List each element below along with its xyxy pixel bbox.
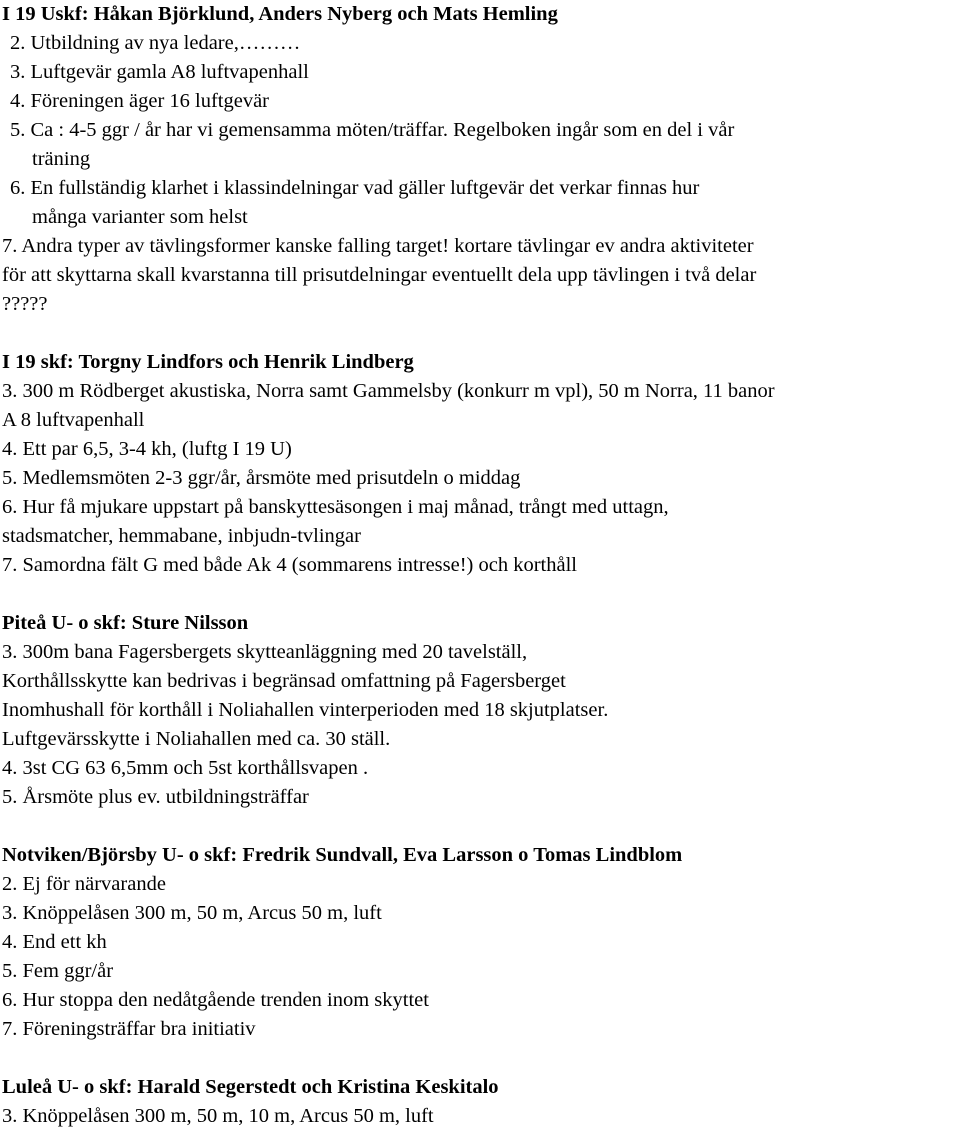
club-section	[2, 1073, 958, 1131]
answer-line: ?????	[2, 293, 48, 315]
answer-line: 2. Ej för närvarande	[2, 873, 166, 895]
answer-line: 3. Knöppelåsen 300 m, 50 m, 10 m, Arcus 50 m, luft	[2, 1105, 434, 1127]
section-spacer	[2, 580, 958, 609]
answer-line: träning	[32, 148, 91, 170]
answer-line: 7. Andra typer av tävlingsformer kanske falling target! kortare tävlingar ev andra aktiviteter	[2, 235, 754, 257]
answer-line: 7. Föreningsträffar bra initiativ	[2, 1018, 256, 1040]
section-heading: I 19 Uskf: Håkan Björklund, Anders Nyberg och Mats Hemling	[2, 3, 558, 25]
section-spacer	[2, 812, 958, 841]
section-heading: Piteå U- o skf: Sture Nilsson	[2, 612, 249, 634]
answer-line: 3. Luftgevär gamla A8 luftvapenhall	[10, 61, 309, 83]
answer-line: 2. Utbildning av nya ledare,………	[10, 32, 301, 54]
answer-line: för att skyttarna skall kvarstanna till prisutdelningar eventuellt dela upp tävlingen i två delar	[2, 264, 757, 286]
answer-line: Inomhushall för korthåll i Noliahallen vinterperioden med 18 skjutplatser.	[2, 699, 609, 721]
club-section	[2, 609, 958, 812]
answer-line: 6. Hur stoppa den nedåtgående trenden inom skyttet	[2, 989, 429, 1011]
answer-line: 4. Ett par 6,5, 3-4 kh, (luftg I 19 U)	[2, 438, 292, 460]
section-heading: Notviken/Björsby U- o skf: Fredrik Sundvall, Eva Larsson o Tomas Lindblom	[2, 844, 683, 866]
club-section	[2, 348, 958, 580]
club-section	[2, 841, 958, 1044]
answer-line: 6. En fullständig klarhet i klassindelningar vad gäller luftgevär det verkar finnas hur	[10, 177, 700, 199]
section-spacer	[2, 1044, 958, 1073]
answer-line: A 8 luftvapenhall	[2, 409, 145, 431]
answer-line: 7. Samordna fält G med både Ak 4 (sommarens intresse!) och korthåll	[2, 554, 577, 576]
answer-line: många varianter som helst	[32, 206, 248, 228]
answer-line: 3. 300m bana Fagersbergets skytteanläggning med 20 tavelställ,	[2, 641, 528, 663]
answer-line: Korthållsskytte kan bedrivas i begränsad omfattning på Fagersberget	[2, 670, 566, 692]
answer-line: 4. 3st CG 63 6,5mm och 5st korthållsvapen .	[2, 757, 369, 779]
answer-line: 5. Årsmöte plus ev. utbildningsträffar	[2, 786, 309, 808]
section-spacer	[2, 319, 958, 348]
club-section	[2, 0, 958, 319]
answer-line: 3. 300 m Rödberget akustiska, Norra samt Gammelsby (konkurr m vpl), 50 m Norra, 11 banor	[2, 380, 775, 402]
answer-line: 3. Knöppelåsen 300 m, 50 m, Arcus 50 m, luft	[2, 902, 382, 924]
document-page	[2, 0, 958, 1131]
answer-line: 5. Ca : 4-5 ggr / år har vi gemensamma möten/träffar. Regelboken ingår som en del i vår	[10, 119, 735, 141]
answer-line: 4. Föreningen äger 16 luftgevär	[10, 90, 270, 112]
answer-line: 6. Hur få mjukare uppstart på banskyttesäsongen i maj månad, trångt med uttagn,	[2, 496, 669, 518]
answer-line: 5. Medlemsmöten 2-3 ggr/år, årsmöte med prisutdeln o middag	[2, 467, 521, 489]
section-heading: Luleå U- o skf: Harald Segerstedt och Kristina Keskitalo	[2, 1076, 499, 1098]
answer-line: stadsmatcher, hemmabane, inbjudn-tvlingar	[2, 525, 361, 547]
answer-line: 4. End ett kh	[2, 931, 107, 953]
answer-line: 5. Fem ggr/år	[2, 960, 114, 982]
answer-line: Luftgevärsskytte i Noliahallen med ca. 30 ställ.	[2, 728, 391, 750]
section-heading: I 19 skf: Torgny Lindfors och Henrik Lindberg	[2, 351, 414, 373]
